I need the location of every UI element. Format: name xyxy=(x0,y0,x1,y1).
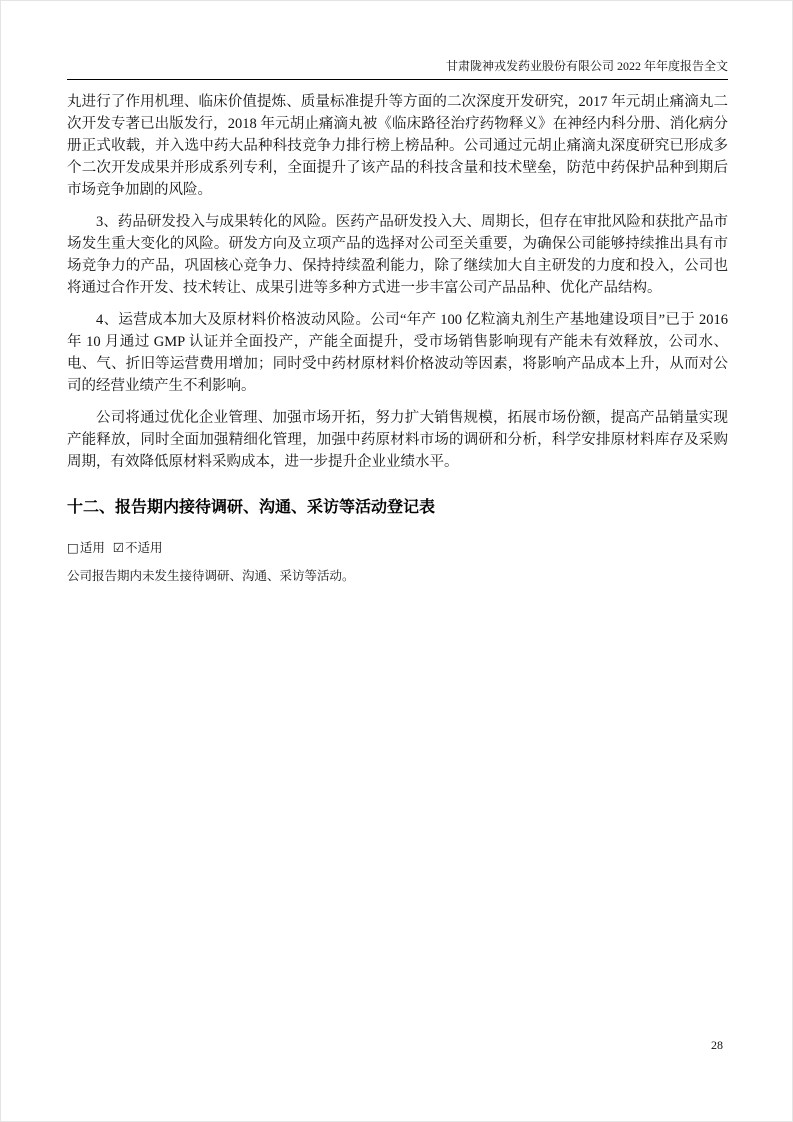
paragraph-risk-4: 4、运营成本加大及原材料价格波动风险。公司“年产 100 亿粒滴丸剂生产基地建设项目”已于 2016 年 10 月通过 GMP 认证并全面投产，产能全面提升，受市场销售影响现有产能未有效释放，公司水、电、气、折旧等运营费用增加；同时受中药材原材料价格波动等因素，将影响产品成本上升，从而对公司的经营业绩产生不利影响。 xyxy=(67,312,728,394)
not-applicable-label: 不适用 xyxy=(125,541,163,555)
section-heading: 十二、报告期内接待调研、沟通、采访等活动登记表 xyxy=(67,499,436,516)
paragraph-countermeasures: 公司将通过优化企业管理、加强市场开拓，努力扩大销售规模，拓展市场份额，提高产品销量实现产能释放，同时全面加强精细化管理，加强中药原材料市场的调研和分析，科学安排原材料库存及采购周期，有效降低原材料采购成本，进一步提升企业业绩水平。 xyxy=(67,410,728,470)
checkbox-unchecked-icon: □ xyxy=(67,540,79,555)
page-header xyxy=(67,57,728,80)
paragraph-continuation: 丸进行了作用机理、临床价值提炼、质量标准提升等方面的二次深度开发研究，2017 年元胡止痛滴丸二次开发专著已出版发行，2018 年元胡止痛滴丸被《临床路径治疗药物释义》在神经内科分册、消化病分册正式收载，并入选中药大品种科技竞争力排行榜上榜品种。公司通过元胡止痛滴丸深度研究已形成多个二次开发成果并形成系列专利，全面提升了该产品的科技含量和技术壁垒，防范中药保护品种到期后市场竞争加剧的风险。 xyxy=(67,94,728,198)
page-number: 28 xyxy=(711,1038,723,1052)
applicable-label: 适用 xyxy=(79,541,105,555)
page-content xyxy=(67,91,728,585)
page-footer xyxy=(67,1038,723,1053)
applicability-line xyxy=(67,539,728,557)
checkbox-checked-icon: ☑ xyxy=(112,540,125,555)
section-note: 公司报告期内未发生接待调研、沟通、采访等活动。 xyxy=(67,569,355,583)
report-title: 甘肃陇神戎发药业股份有限公司 2022 年年度报告全文 xyxy=(445,59,728,73)
paragraph-risk-3: 3、药品研发投入与成果转化的风险。医药产品研发投入大、周期长，但存在审批风险和获批产品市场发生重大变化的风险。研发方向及立项产品的选择对公司至关重要，为确保公司能够持续推出具有市场竞争力的产品，巩固核心竞争力、保持持续盈利能力，除了继续加大自主研发的力度和投入，公司也将通过合作开发、技术转让、成果引进等多种方式进一步丰富公司产品品种、优化产品结构。 xyxy=(67,214,728,296)
